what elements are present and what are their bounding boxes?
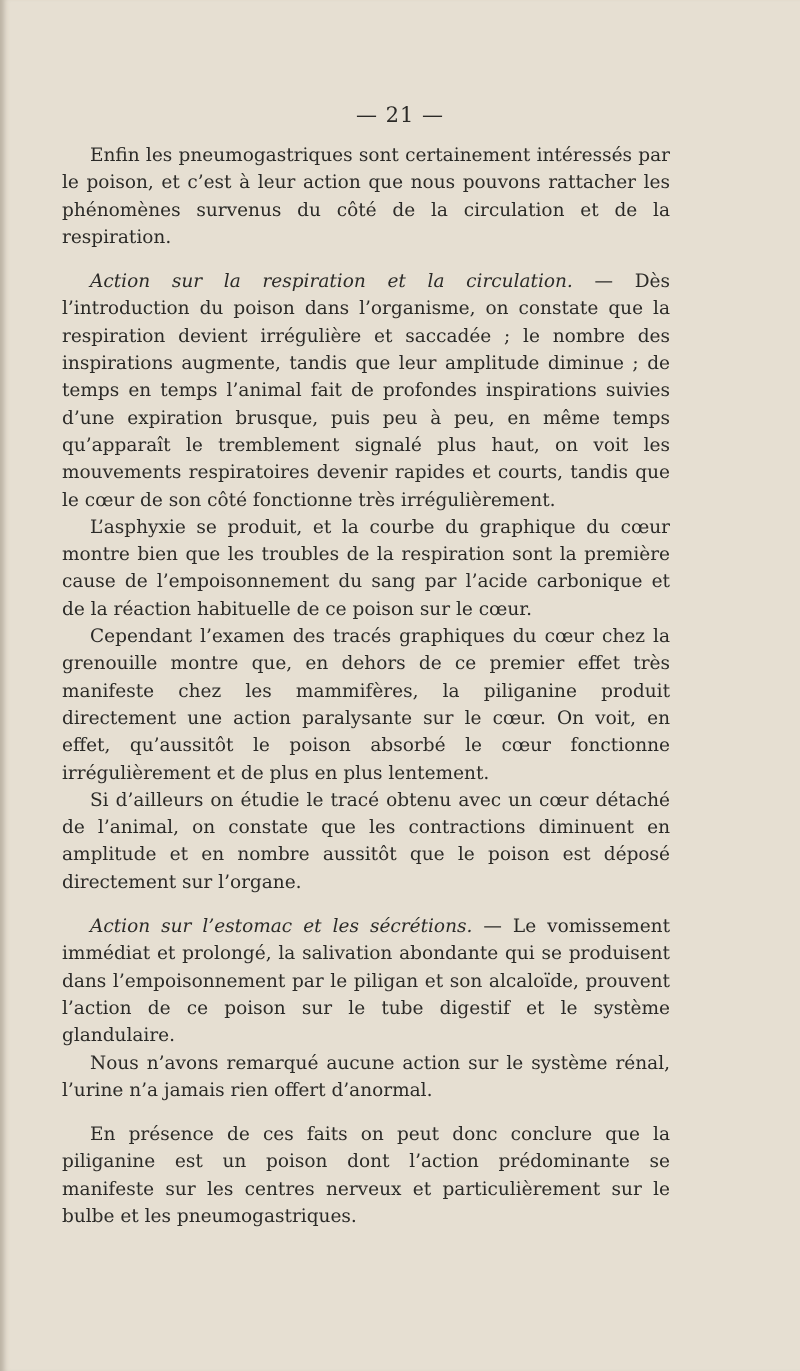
section-heading: Action sur la respiration et la circulation. [90,271,573,293]
paragraph-text: Cependant l’examen des tracés graphiques du cœur chez la grenouille montre que, en dehors de ce premier effet très manifeste chez les mammifères, la piliganine produit directement une action paralysante sur le cœur. On voit, en effet, qu’aussitôt le poison absorbé le cœur fonctionne irrégulièrement et de plus en plus lentement. [62,626,670,784]
paragraph-intro [62,142,670,251]
paragraph-grenouille [62,623,670,787]
section-heading: Action sur l’estomac et les sécrétions. [90,916,473,938]
paragraph-text: En présence de ces faits on peut donc conclure que la piliganine est un poison dont l’action prédominante se manifeste sur les centres nerveux et particulièrement sur le bulbe et les pneumogastriques. [62,1124,670,1227]
paragraph-coeur-detache [62,787,670,896]
paragraph-respiration [62,268,670,514]
paragraph-conclusion [62,1121,670,1230]
paragraph-renal [62,1050,670,1105]
paragraph-asphyxie [62,514,670,623]
paragraph-text: L’asphyxie se produit, et la courbe du graphique du cœur montre bien que les troubles de la respiration sont la première cause de l’empoisonnement du sang par l’acide carbonique et de la réaction habituelle de ce poison sur le cœur. [62,516,670,620]
paragraph-text: Nous n’avons remarqué aucune action sur le système rénal, l’urine n’a jamais rien offert d’anormal. [62,1052,670,1101]
page-number: — 21 — [355,103,445,127]
paragraph-text: Si d’ailleurs on étudie le tracé obtenu avec un cœur détaché de l’animal, on constate que les contractions diminuent en amplitude et en nombre aussitôt que le poison est déposé directement sur l’organe. [62,789,670,893]
paragraph-text: Enfin les pneumogastriques sont certainement intéressés par le poison, et c’est à leur action que nous pouvons rattacher les phénomènes survenus du côté de la circulation et de la respiration. [62,145,670,248]
paragraph-text: — Dès l’introduction du poison dans l’organisme, on constate que la respiration devient irrégulière et saccadée ; le nombre des inspirations augmente, tandis que leur amplitude diminue ; de temps en temps l’animal fait de profondes inspirations suivies d’une expiration brusque, puis peu à peu, en même temps qu’apparaît le tremblement signalé plus haut, on voit les mouvements respiratoires devenir rapides et courts, tandis que le cœur de son côté fonctionne très irrégulièrement. [62,271,670,511]
body-text [62,142,670,1230]
paragraph-text: — Le vomissement immédiat et prolongé, la salivation abondante qui se produisent dans l’empoisonnement par le piligan et son alcaloïde, prouvent l’action de ce poison sur le tube digestif et le système glandulaire. [62,916,671,1047]
paragraph-estomac [62,913,670,1049]
